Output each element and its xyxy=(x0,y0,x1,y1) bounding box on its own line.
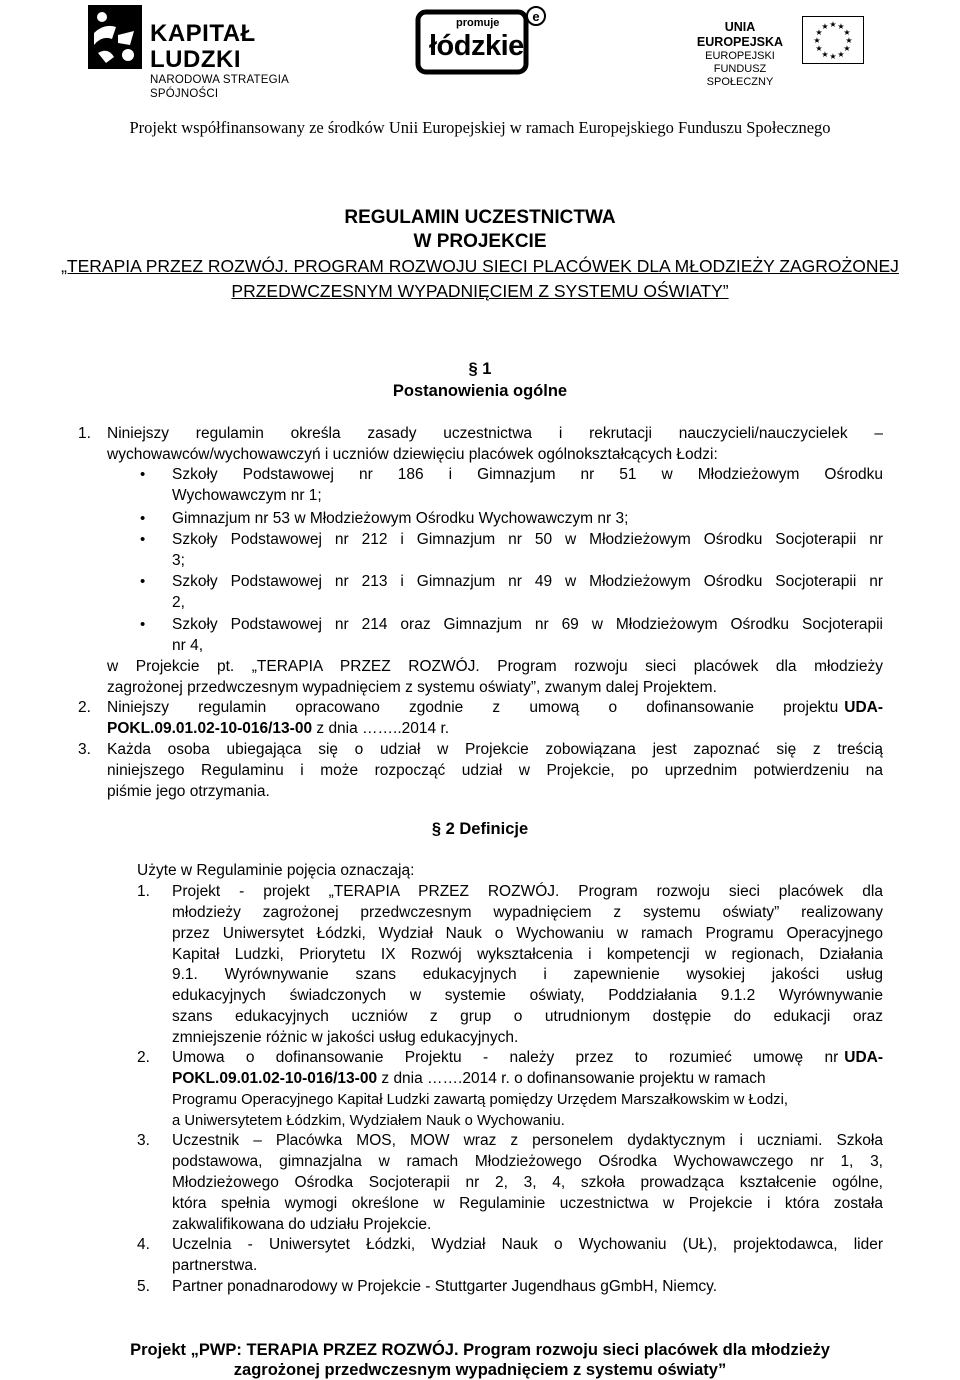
s1-item-1-after-1: w Projekcie pt. „TERAPIA PRZEZ ROZWÓJ. Program rozwoju sieci placówek dla młodzieży xyxy=(107,658,883,675)
s2-item-3-line-1: Uczestnik – Placówka MOS, MOW wraz z personelem dydaktycznym i uczniami. Szkoła xyxy=(172,1132,883,1149)
s2-item-4-number: 4. xyxy=(137,1236,150,1253)
s1-item-1-line-2: wychowawców/wychowawczyń i uczniów dziewięciu placówek ogólnokształcących Łodzi: xyxy=(107,446,718,463)
s1-bullet-4-line-2: 2, xyxy=(172,594,185,611)
lodzkie-big-text: łódzkie xyxy=(429,30,524,62)
project-name-line-2: PRZEDWCZESNYM WYPADNIĘCIEM Z SYSTEMU OŚWIATY” xyxy=(231,281,729,301)
section-2-heading: § 2 Definicje xyxy=(431,820,529,838)
eu-flag-icon xyxy=(802,16,864,64)
title-line-2: W PROJEKCIE xyxy=(413,231,547,252)
svg-text:★: ★ xyxy=(821,22,829,31)
s2-item-2-contract-prefix: UDA- xyxy=(844,1049,883,1066)
s1-item-2-date: z dnia ……..2014 r. xyxy=(312,720,450,737)
eu-fund-line1: EUROPEJSKI xyxy=(705,50,775,62)
svg-text:★: ★ xyxy=(815,28,823,37)
s1-item-2-contract-prefix: UDA- xyxy=(844,699,883,716)
s2-item-2-line-4: a Uniwersytetem Łódzkim, Wydziałem Nauk o Wychowaniu. xyxy=(172,1113,565,1129)
bullet-icon: • xyxy=(140,466,146,483)
s2-item-5-line-1: Partner ponadnarodowy w Projekcie - Stuttgarter Jugendhaus gGmbH, Niemcy. xyxy=(172,1278,718,1295)
bullet-icon: • xyxy=(140,573,146,590)
s2-item-1-line-8: zmniejszenie różnic w jakości usług edukacyjnych. xyxy=(172,1029,519,1046)
s2-item-1-line-4: Kapitał Ludzki, Priorytetu IX Rozwój wykształcenia i kompetencji w regionach, Działania xyxy=(172,946,883,963)
s2-item-4-line-2: partnerstwa. xyxy=(172,1257,258,1274)
section-2-intro: Użyte w Regulaminie pojęcia oznaczają: xyxy=(137,862,415,879)
s1-item-2-line-1 xyxy=(107,698,883,719)
s1-bullet-2-line-1: Gimnazjum nr 53 w Młodzieżowym Ośrodku Wychowawczym nr 3; xyxy=(172,510,629,527)
svg-text:★: ★ xyxy=(829,52,837,61)
svg-text:★: ★ xyxy=(843,28,851,37)
s2-item-2-number: 2. xyxy=(137,1049,150,1066)
section-1-heading: Postanowienia ogólne xyxy=(392,382,568,400)
svg-text:★: ★ xyxy=(843,44,851,53)
s2-item-1-line-2: młodzieży zagrożonej przedwczesnym wypadnięciem z systemu oświaty” realizowany xyxy=(172,904,883,921)
kapital-ludzki-subtitle: NARODOWA STRATEGIA SPÓJNOŚCI xyxy=(150,74,289,100)
s1-item-3-line-2: niniejszego Regulaminu i może rozpocząć udział w Projekcie, po uprzednim potwierdzeniu na xyxy=(107,762,883,779)
s2-item-1-line-3: przez Uniwersytet Łódzki, Wydział Nauk o Wychowaniu w ramach Programu Operacyjnego xyxy=(172,925,883,942)
s1-item-2-text: Niniejszy regulamin opracowano zgodnie z umową o dofinansowanie projektu xyxy=(107,699,839,716)
s2-item-2-contract-number: POKL.09.01.02-10-016/13-00 xyxy=(172,1070,378,1087)
s2-item-2-date: z dnia …….2014 r. o dofinansowanie projektu w ramach xyxy=(377,1070,766,1087)
s2-item-2-line-3: Programu Operacyjnego Kapitał Ludzki zawartą pomiędzy Urzędem Marszałkowskim w Łodzi, xyxy=(172,1092,788,1108)
svg-text:★: ★ xyxy=(829,20,837,29)
s2-item-1-line-7: szans edukacyjnych uczniów z grup o utrudnionym dostępie do edukacji oraz xyxy=(172,1008,883,1025)
s1-bullet-3-line-2: 3; xyxy=(172,552,185,569)
document-title xyxy=(0,206,960,304)
s2-item-3-line-5: zakwalifikowana do udziału Projekcie. xyxy=(172,1216,432,1233)
s2-item-1-line-1: Projekt - projekt „TERAPIA PRZEZ ROZWÓJ. Program rozwoju sieci placówek dla xyxy=(172,883,883,900)
lodzkie-small-text: promuje xyxy=(456,17,500,29)
s2-item-2-line-2 xyxy=(172,1069,883,1090)
s1-bullet-3-line-1: Szkoły Podstawowej nr 212 i Gimnazjum nr 50 w Młodzieżowym Ośrodku Socjoterapii nr xyxy=(172,531,883,548)
bullet-icon: • xyxy=(140,616,146,633)
eu-fund-line2: FUNDUSZ SPOŁECZNY xyxy=(706,63,774,88)
s2-item-2-line-1 xyxy=(172,1048,883,1069)
s1-item-2-number: 2. xyxy=(78,699,91,716)
s1-item-2-line-2 xyxy=(107,719,883,740)
page-footer xyxy=(0,1340,960,1380)
s2-item-3-line-3: Młodzieżowego Ośrodka Socjoterapii nr 2, 3, 4, szkoła prowadząca kształcenie ogólne, xyxy=(172,1174,883,1191)
s1-item-2-contract-number: POKL.09.01.02-10-016/13-00 xyxy=(107,720,313,737)
s1-bullet-1-line-1: Szkoły Podstawowej nr 186 i Gimnazjum nr 51 w Młodzieżowym Ośrodku xyxy=(172,466,883,483)
project-name-line-1: „TERAPIA PRZEZ ROZWÓJ. PROGRAM ROZWOJU SIECI PLACÓWEK DLA MŁODZIEŻY ZAGROŻONEJ xyxy=(61,256,899,276)
kapital-ludzki-name: KAPITAŁ LUDZKI xyxy=(150,20,256,73)
svg-text:★: ★ xyxy=(821,50,829,59)
s1-item-1-after-2: zagrożonej przedwczesnym wypadnięciem z systemu oświaty”, zwanym dalej Projektem. xyxy=(107,679,717,696)
s1-item-1-line-1: Niniejszy regulamin określa zasady uczestnictwa i rekrutacji nauczycieli/nauczycielek – xyxy=(107,425,883,442)
cofinancing-statement: Projekt współfinansowany ze środków Unii Europejskiej w ramach Europejskiego Funduszu Społecznego xyxy=(129,118,831,137)
s1-bullet-5-line-1: Szkoły Podstawowej nr 214 oraz Gimnazjum nr 69 w Młodzieżowym Ośrodku Socjoterapii xyxy=(172,616,883,633)
svg-text:★: ★ xyxy=(813,36,821,45)
s1-item-3-number: 3. xyxy=(78,741,91,758)
svg-text:e: e xyxy=(532,9,540,24)
bullet-icon: • xyxy=(140,510,146,527)
s1-item-3-line-1: Każda osoba ubiegająca się o udział w Projekcie zobowiązana jest zapoznać się z treścią xyxy=(107,741,883,758)
promuje-lodzkie-logo xyxy=(414,4,552,76)
s1-bullet-5-line-2: nr 4, xyxy=(172,637,204,654)
s1-item-3-line-3: piśmie jego otrzymania. xyxy=(107,783,270,800)
kapital-ludzki-logo xyxy=(88,5,348,100)
svg-text:★: ★ xyxy=(837,50,845,59)
section-1-number: § 1 xyxy=(468,360,492,378)
s2-item-3-line-2: podstawowa, gimnazjalna w ramach Młodzieżowego Ośrodka Wychowawczego nr 1, 3, xyxy=(172,1153,883,1170)
s2-item-3-line-4: która spełnia wymogi określone w Regulaminie uczestnictwa w Projekcie i która została xyxy=(172,1195,883,1212)
svg-text:★: ★ xyxy=(845,36,853,45)
bullet-icon: • xyxy=(140,531,146,548)
eu-name: UNIA EUROPEJSKA xyxy=(696,20,784,49)
s2-item-1-number: 1. xyxy=(137,883,150,900)
s2-item-2-text: Umowa o dofinansowanie Projektu - należy przez to rozumieć umowę nr xyxy=(172,1049,839,1066)
footer-line-1: Projekt „PWP: TERAPIA PRZEZ ROZWÓJ. Program rozwoju sieci placówek dla młodzieży xyxy=(130,1341,830,1359)
svg-text:★: ★ xyxy=(837,22,845,31)
s1-item-1-number: 1. xyxy=(78,425,91,442)
footer-line-2: zagrożonej przedwczesnym wypadnięciem z systemu oświaty” xyxy=(233,1361,727,1379)
s2-item-3-number: 3. xyxy=(137,1132,150,1149)
s1-bullet-1-line-2: Wychowawczym nr 1; xyxy=(172,487,322,504)
eu-logo xyxy=(686,14,886,88)
s2-item-1-line-6: edukacyjnych świadczonych w systemie oświaty, Poddziałania 9.1.2 Wyrównywanie xyxy=(172,987,883,1004)
s2-item-1-line-5: 9.1. Wyrównywanie szans edukacyjnych i zapewnienie wysokiej jakości usług xyxy=(172,966,883,983)
s2-item-4-line-1: Uczelnia - Uniwersytet Łódzki, Wydział Nauk o Wychowaniu (UŁ), projektodawca, lider xyxy=(172,1236,883,1253)
logo-header xyxy=(0,0,960,110)
svg-text:★: ★ xyxy=(815,44,823,53)
kapital-ludzki-emblem-icon xyxy=(88,5,142,69)
s1-bullet-4-line-1: Szkoły Podstawowej nr 213 i Gimnazjum nr 49 w Młodzieżowym Ośrodku Socjoterapii nr xyxy=(172,573,883,590)
s2-item-5-number: 5. xyxy=(137,1278,150,1295)
title-line-1: REGULAMIN UCZESTNICTWA xyxy=(344,207,616,228)
